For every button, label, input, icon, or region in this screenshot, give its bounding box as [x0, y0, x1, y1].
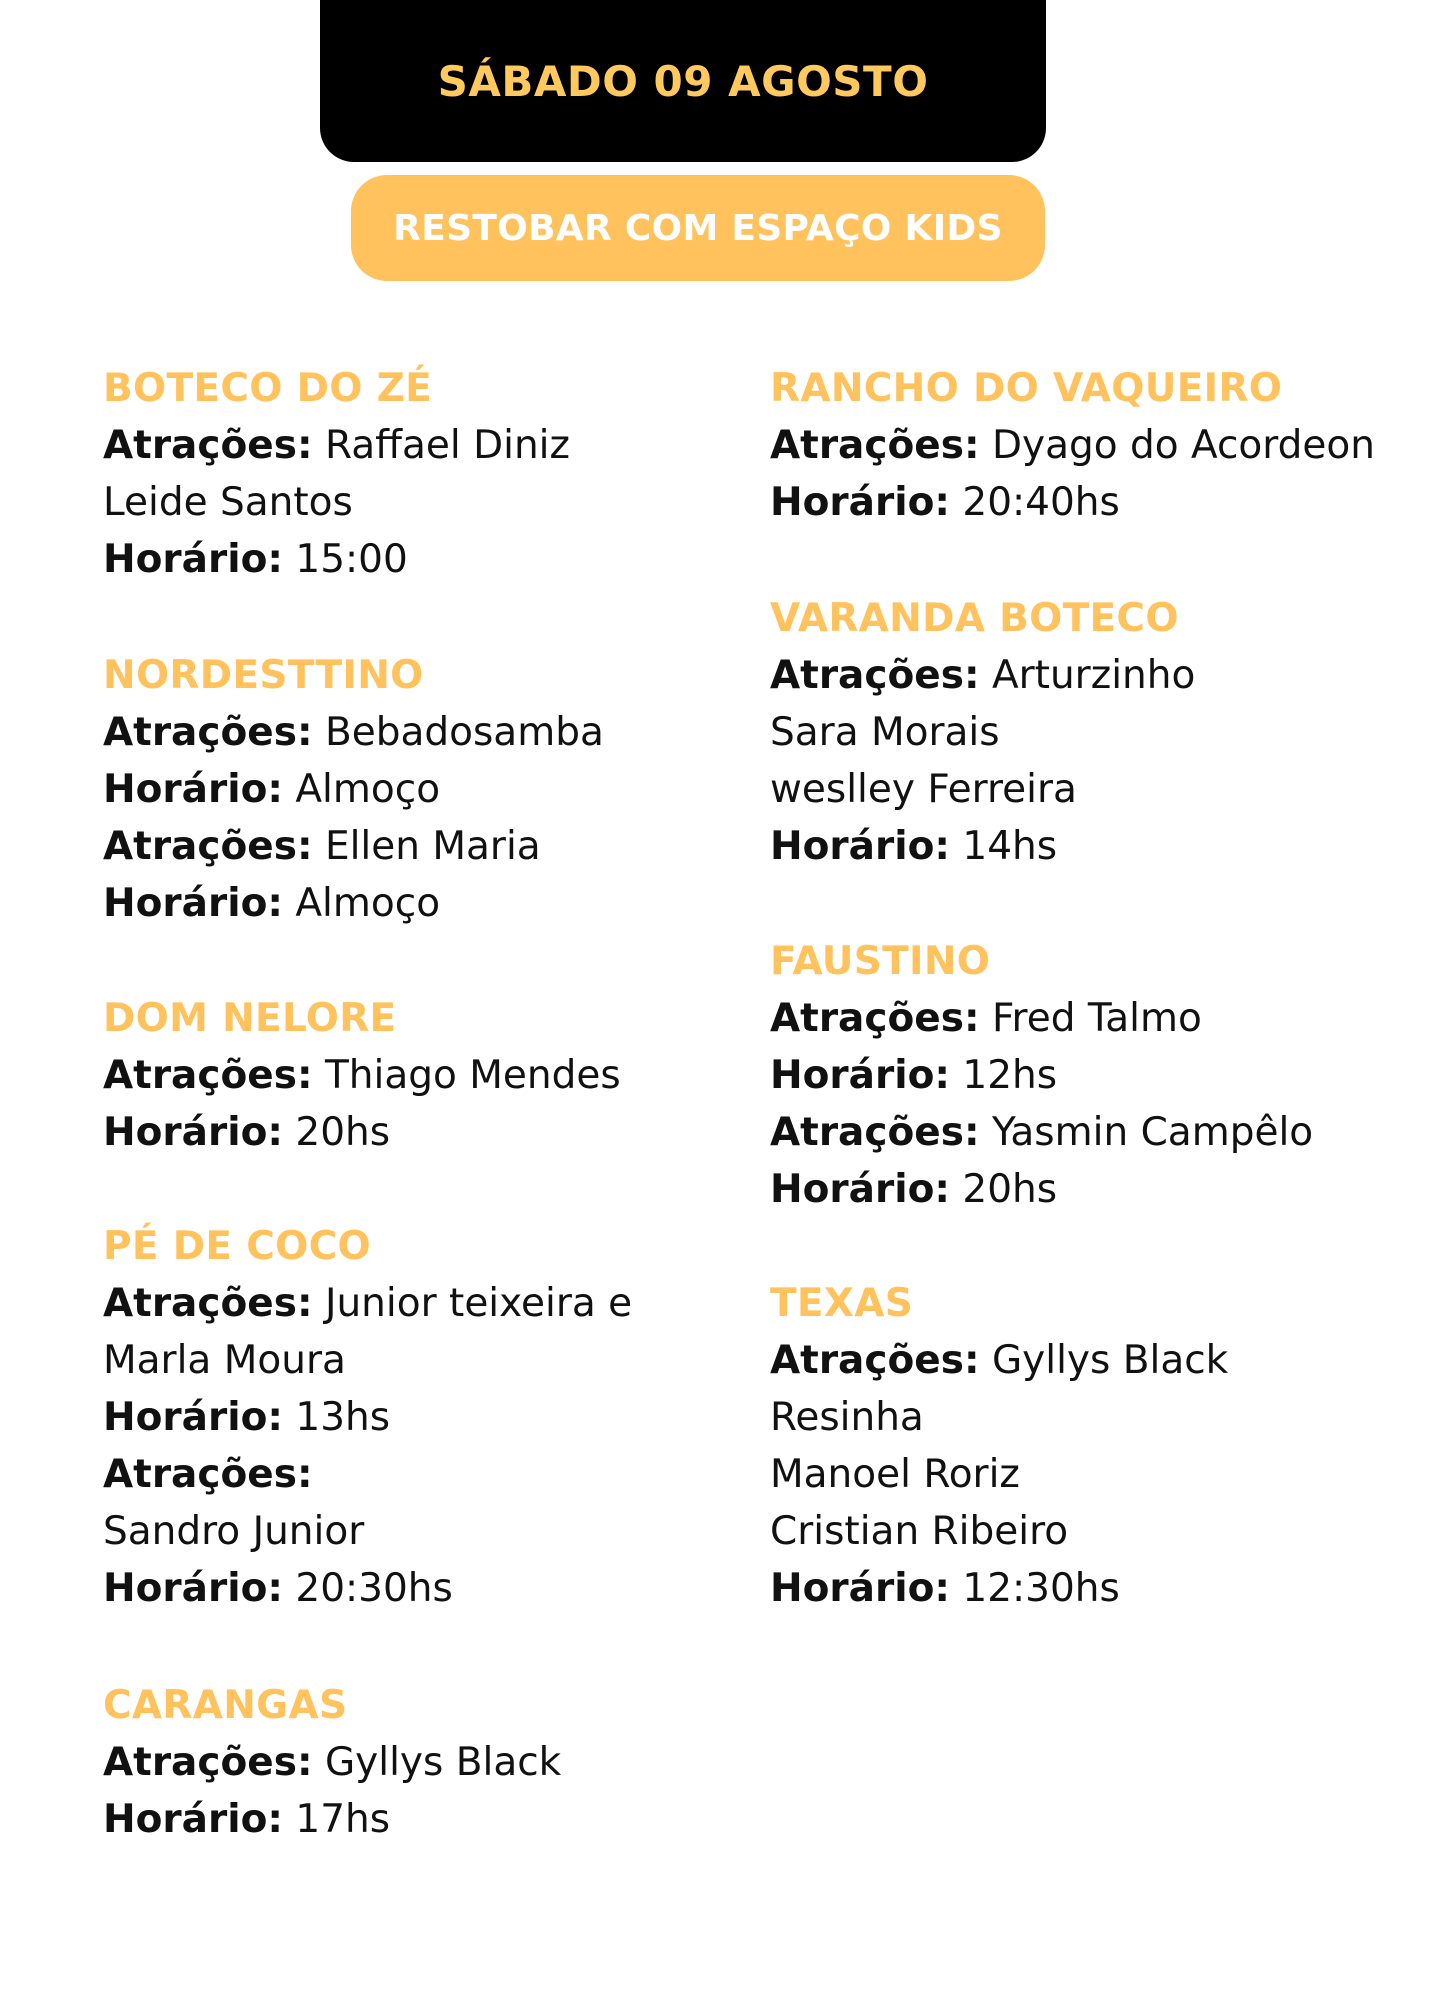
venue-line — [103, 704, 604, 761]
line-value: 20:30hs — [282, 1566, 453, 1611]
line-value: Leide Santos — [103, 480, 353, 525]
venue-line — [770, 1104, 1313, 1161]
venue-line — [103, 1560, 632, 1617]
venue-line — [103, 531, 570, 588]
line-label: Atrações: — [103, 1053, 313, 1098]
venue-line — [770, 990, 1313, 1047]
line-value: 20hs — [949, 1167, 1058, 1212]
line-label: Horário: — [770, 824, 950, 869]
line-value: Yasmin Campêlo — [979, 1110, 1314, 1155]
venue-name: VARANDA BOTECO — [770, 596, 1179, 641]
venue-name: PÉ DE COCO — [103, 1224, 371, 1269]
venue-name: NORDESTTINO — [103, 653, 424, 698]
line-value: 13hs — [282, 1395, 391, 1440]
line-value: Raffael Diniz — [312, 423, 570, 468]
venue-line — [103, 1104, 621, 1161]
line-label: Horário: — [103, 1797, 283, 1842]
venue-line — [770, 1332, 1228, 1389]
venue-name: DOM NELORE — [103, 996, 397, 1041]
line-value: 20hs — [282, 1110, 391, 1155]
line-value: Gyllys Black — [312, 1740, 562, 1785]
page-subtitle: RESTOBAR COM ESPAÇO KIDS — [393, 207, 1003, 249]
line-value: Dyago do Acordeon — [979, 423, 1375, 468]
line-value: weslley Ferreira — [770, 767, 1077, 812]
venue-line — [770, 761, 1195, 818]
venue-line — [103, 818, 604, 875]
line-label: Horário: — [770, 1566, 950, 1611]
venue-line — [103, 417, 570, 474]
line-label: Atrações: — [770, 653, 980, 698]
line-label: Atrações: — [103, 824, 313, 869]
venue-line — [103, 1791, 561, 1848]
line-label: Atrações: — [770, 1110, 980, 1155]
venue-line — [103, 1275, 632, 1332]
venue-line — [103, 1047, 621, 1104]
page-title: SÁBADO 09 AGOSTO — [437, 56, 929, 106]
subtitle-pill — [351, 175, 1045, 281]
venue-line — [770, 818, 1195, 875]
line-label: Horário: — [770, 1167, 950, 1212]
venue-line — [770, 1503, 1228, 1560]
venue-name: CARANGAS — [103, 1683, 348, 1728]
line-label: Atrações: — [103, 1740, 313, 1785]
line-value: Ellen Maria — [312, 824, 541, 869]
venue-line — [103, 875, 604, 932]
venue-name: RANCHO DO VAQUEIRO — [770, 366, 1283, 411]
line-label: Horário: — [103, 537, 283, 582]
line-value: Sandro Junior — [103, 1509, 365, 1554]
venue-line — [770, 474, 1375, 531]
venue-line — [103, 1332, 632, 1389]
line-label: Horário: — [770, 480, 950, 525]
line-label: Horário: — [103, 1566, 283, 1611]
line-value: Almoço — [282, 881, 441, 926]
line-value: 12hs — [949, 1053, 1058, 1098]
line-value: Marla Moura — [103, 1338, 346, 1383]
line-label: Horário: — [103, 1395, 283, 1440]
line-value: Gyllys Black — [979, 1338, 1229, 1383]
venue-line — [770, 1560, 1228, 1617]
line-label: Atrações: — [103, 710, 313, 755]
line-value: 20:40hs — [949, 480, 1120, 525]
line-value: 15:00 — [282, 537, 408, 582]
venue-line — [103, 1446, 632, 1503]
venue-block — [103, 647, 604, 932]
venue-block — [103, 990, 621, 1161]
line-value: Sara Morais — [770, 710, 1000, 755]
line-label: Horário: — [103, 767, 283, 812]
line-label: Atrações: — [770, 996, 980, 1041]
venue-line — [770, 417, 1375, 474]
venue-block — [103, 1218, 632, 1617]
venue-block — [103, 1677, 561, 1848]
line-label: Horário: — [103, 881, 283, 926]
line-value: Thiago Mendes — [312, 1053, 621, 1098]
line-label: Atrações: — [770, 423, 980, 468]
line-label: Horário: — [770, 1053, 950, 1098]
line-value: Cristian Ribeiro — [770, 1509, 1069, 1554]
venue-line — [770, 704, 1195, 761]
line-value: 14hs — [949, 824, 1058, 869]
line-label: Horário: — [103, 1110, 283, 1155]
venue-name: FAUSTINO — [770, 939, 991, 984]
line-value: Resinha — [770, 1395, 924, 1440]
line-value: 12:30hs — [949, 1566, 1120, 1611]
venue-line — [770, 647, 1195, 704]
line-value: Arturzinho — [979, 653, 1196, 698]
venue-line — [770, 1047, 1313, 1104]
line-label: Atrações: — [103, 1281, 313, 1326]
venue-name: BOTECO DO ZÉ — [103, 366, 433, 411]
venue-line — [103, 1389, 632, 1446]
venue-line — [770, 1389, 1228, 1446]
line-label: Atrações: — [770, 1338, 980, 1383]
line-value: Fred Talmo — [979, 996, 1202, 1041]
venue-line — [770, 1161, 1313, 1218]
venue-block — [770, 360, 1375, 531]
line-value: Bebadosamba — [312, 710, 604, 755]
venue-line — [103, 761, 604, 818]
venue-block — [103, 360, 570, 588]
venue-line — [103, 474, 570, 531]
line-value: Almoço — [282, 767, 441, 812]
line-label: Atrações: — [103, 1452, 313, 1497]
line-value: Junior teixeira e — [312, 1281, 633, 1326]
venue-line — [103, 1503, 632, 1560]
venue-block — [770, 933, 1313, 1218]
venue-line — [103, 1734, 561, 1791]
line-value: Manoel Roriz — [770, 1452, 1020, 1497]
venue-line — [770, 1446, 1228, 1503]
venue-name: TEXAS — [770, 1281, 914, 1326]
line-value: 17hs — [282, 1797, 391, 1842]
venue-block — [770, 1275, 1228, 1617]
header-banner — [320, 0, 1046, 162]
line-label: Atrações: — [103, 423, 313, 468]
venue-block — [770, 590, 1195, 875]
